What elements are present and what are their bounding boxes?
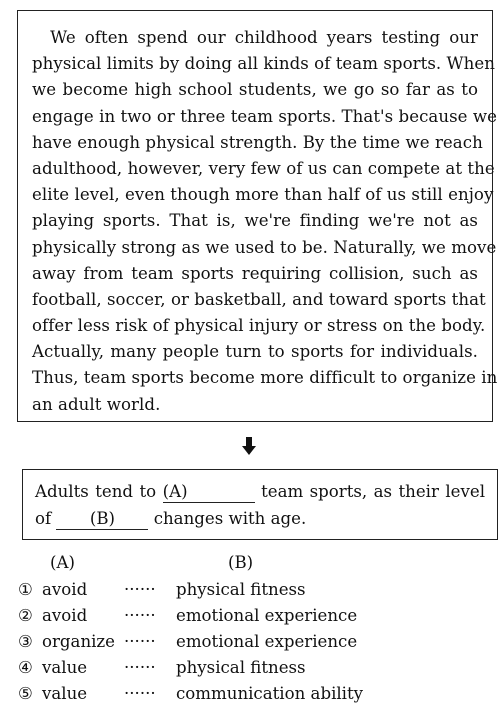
choice-a: value bbox=[42, 658, 88, 677]
passage-line: We often spend our childhood years testing our bbox=[32, 28, 478, 47]
choice-b: communication ability bbox=[176, 684, 364, 703]
blank-b: (B) bbox=[56, 509, 148, 530]
passage-line: elite level, even though more than half of us still enjoy bbox=[32, 185, 494, 205]
header-b: (B) bbox=[228, 553, 254, 572]
choices-header bbox=[0, 553, 503, 577]
passage-line: have enough physical strength. By the time we reach bbox=[32, 132, 483, 152]
passage-line: away from team sports requiring collision, such as bbox=[32, 263, 478, 283]
summary-text: Adults tend to bbox=[35, 482, 157, 501]
choice-number: ③ bbox=[18, 632, 33, 651]
choice-number: ⑤ bbox=[18, 684, 33, 703]
choice-dots: ······ bbox=[124, 684, 156, 703]
down-arrow-icon bbox=[241, 435, 257, 457]
choice-dots: ······ bbox=[124, 658, 156, 677]
passage-line: Actually, many people turn to sports for individuals. bbox=[32, 342, 478, 362]
passage-line: football, soccer, or basketball, and toward sports that bbox=[32, 289, 486, 309]
choice-b: emotional experience bbox=[176, 632, 358, 651]
summary-text: team sports, as their level bbox=[261, 482, 486, 501]
choice-dots: ······ bbox=[124, 606, 156, 625]
passage-line: physically strong as we used to be. Naturally, we move bbox=[32, 237, 497, 257]
choice-1[interactable] bbox=[0, 578, 503, 602]
choice-2[interactable] bbox=[0, 604, 503, 628]
choice-3[interactable] bbox=[0, 630, 503, 654]
choice-a: value bbox=[42, 684, 88, 703]
passage-line: Thus, team sports become more difficult to organize in bbox=[32, 368, 498, 388]
choice-a: avoid bbox=[42, 606, 88, 625]
choice-dots: ······ bbox=[124, 580, 156, 599]
header-a: (A) bbox=[50, 553, 75, 572]
choice-b: emotional experience bbox=[176, 606, 358, 625]
choice-b: physical fitness bbox=[176, 580, 306, 599]
summary-text: changes with age. bbox=[153, 509, 307, 528]
choice-a: avoid bbox=[42, 580, 88, 599]
passage-line: we become high school students, we go so far as to bbox=[32, 80, 478, 100]
choice-dots: ······ bbox=[124, 632, 156, 651]
blank-a: (A) bbox=[163, 482, 255, 503]
passage-line: playing sports. That is, we're finding we're not as bbox=[32, 211, 478, 231]
choice-b: physical fitness bbox=[176, 658, 306, 677]
choice-number: ① bbox=[18, 580, 33, 599]
passage-line: offer less risk of physical injury or stress on the body. bbox=[32, 316, 486, 336]
summary-line-1 bbox=[35, 478, 485, 505]
summary-text: of bbox=[35, 509, 52, 528]
passage-line: adulthood, however, very few of us can compete at the bbox=[32, 158, 495, 178]
choice-number: ④ bbox=[18, 658, 33, 677]
passage-line: an adult world. bbox=[32, 394, 161, 414]
passage-line: engage in two or three team sports. That's because we bbox=[32, 106, 497, 126]
passage-line: physical limits by doing all kinds of team sports. When bbox=[32, 54, 495, 74]
choice-5[interactable] bbox=[0, 682, 503, 706]
summary-box bbox=[22, 469, 498, 540]
choice-a: organize bbox=[42, 632, 115, 651]
choice-number: ② bbox=[18, 606, 33, 625]
choice-4[interactable] bbox=[0, 656, 503, 680]
passage-box bbox=[17, 10, 498, 422]
summary-line-2 bbox=[35, 505, 485, 532]
